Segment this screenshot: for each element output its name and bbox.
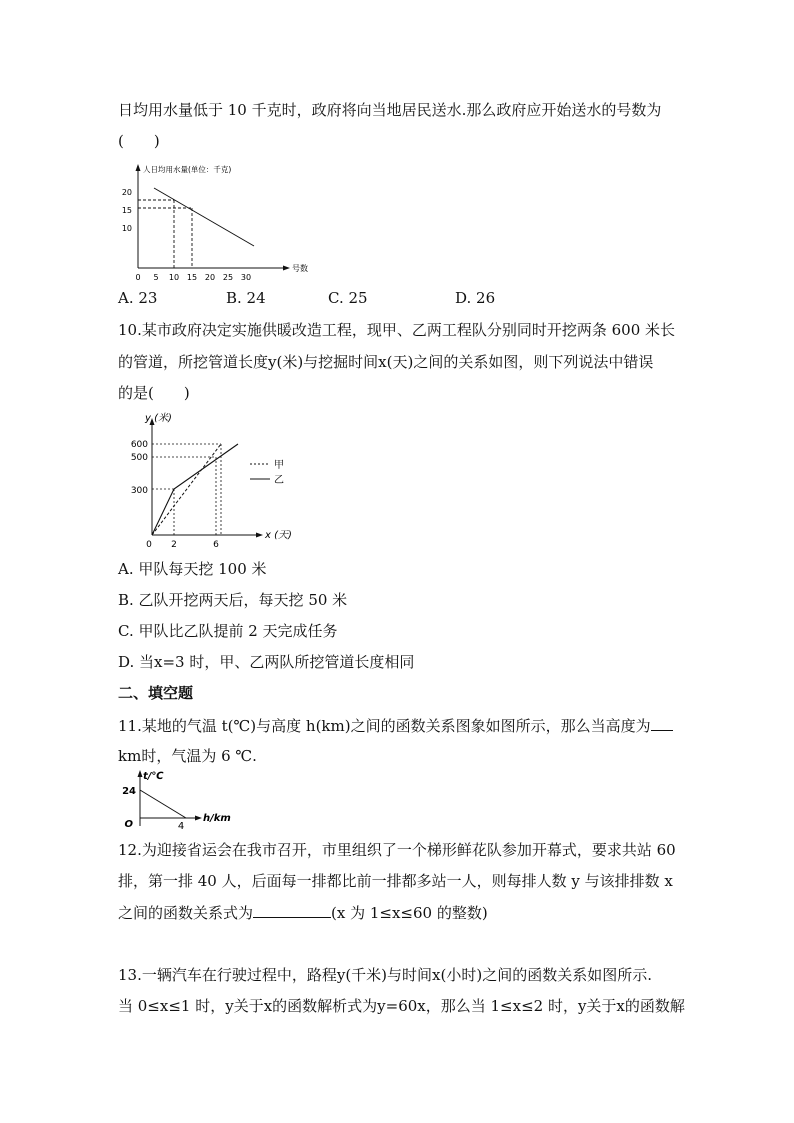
x-tick-label: 10 xyxy=(168,273,180,280)
y-tick-label: 10 xyxy=(121,224,132,233)
q10-line1: 10.某市政府决定实施供暖改造工程，现甲、乙两工程队分别同时开挖两条 600 米长 xyxy=(118,321,676,339)
q10-line2: 的管道，所挖管道长度y(米)与挖掘时间x(天)之间的关系如图，则下列说法中错误 xyxy=(118,353,654,371)
y-tick-label: 600 xyxy=(130,440,148,450)
legend-jia-label: 甲 xyxy=(274,460,284,471)
x-tick-label: 4 xyxy=(177,821,185,830)
team-jia-line xyxy=(152,444,221,535)
q11-line2: km时，气温为 6 ℃. xyxy=(118,747,257,765)
q9-line1: 日均用水量低于 10 千克时，政府将向当地居民送水.那么政府应开始送水的号数为 xyxy=(118,101,662,119)
y-axis-arrow xyxy=(138,770,143,777)
team-yi-line xyxy=(152,444,238,535)
q13-line1: 13.一辆汽车在行驶过程中，路程y(千米)与时间x(小时)之间的函数关系如图所示. xyxy=(118,966,652,984)
y-tick-label: 24 xyxy=(122,786,136,797)
water-usage-chart xyxy=(118,160,318,280)
answer-blank xyxy=(651,715,673,731)
x-tick-label: 2 xyxy=(171,540,177,550)
option-d: D. 26 xyxy=(455,289,496,307)
q11-line1-text: 11.某地的气温 t(℃)与高度 h(km)之间的函数关系图象如图所示，那么当高度为 xyxy=(118,717,651,735)
x-tick-label: 15 xyxy=(186,273,198,280)
temperature-height-chart xyxy=(118,768,248,830)
x-axis-label: x (天) xyxy=(265,530,292,541)
y-axis-label: t/℃ xyxy=(143,771,164,782)
q12-line1: 12.为迎接省运会在我市召开，市里组织了一个梯形鲜花队参加开幕式，要求共站 60 xyxy=(118,841,676,859)
x-axis-arrow xyxy=(195,816,202,821)
y-tick-label: 20 xyxy=(121,188,132,197)
y-tick-label: 500 xyxy=(130,453,148,463)
x-tick-label: 5 xyxy=(153,273,159,280)
pipe-excavation-chart xyxy=(118,407,308,552)
x-tick-label: 25 xyxy=(222,273,234,280)
origin-label: O xyxy=(124,819,133,830)
x-tick-label: 30 xyxy=(240,273,252,280)
x-tick-label: 0 xyxy=(135,273,141,280)
x-axis-arrow xyxy=(256,533,263,538)
temperature-line xyxy=(140,790,186,818)
q12-line3-text: 之间的函数关系式为 xyxy=(118,904,254,922)
x-tick-label: 0 xyxy=(146,540,152,550)
q10-option-a: A. 甲队每天挖 100 米 xyxy=(118,560,267,578)
y-tick-label: 15 xyxy=(121,206,132,215)
y-axis-label: y (米) xyxy=(145,413,172,424)
q12-line3-suffix: (x 为 1≤x≤60 的整数) xyxy=(331,904,488,922)
y-tick-label: 300 xyxy=(130,486,148,496)
q11-line1 xyxy=(118,715,673,736)
y-axis-label: 人日均用水量(单位：千克) xyxy=(143,165,232,174)
q13-line2: 当 0≤x≤1 时，y关于x的函数解析式为y=60x，那么当 1≤x≤2 时，y关于x的函数解 xyxy=(118,997,685,1015)
x-axis-label: h/km xyxy=(203,813,231,824)
q10-option-c: C. 甲队比乙队提前 2 天完成任务 xyxy=(118,622,338,640)
q12-line3 xyxy=(118,902,488,923)
q10-line3: 的是( ) xyxy=(118,384,190,402)
x-axis-label: 号数 xyxy=(292,264,308,273)
option-c: C. 25 xyxy=(328,289,368,307)
x-axis-arrow xyxy=(283,266,290,271)
section-heading: 二、填空题 xyxy=(118,684,194,702)
x-tick-label: 20 xyxy=(204,273,216,280)
q12-line2: 排，第一排 40 人，后面每一排都比前一排都多站一人，则每排人数 y 与该排排数 x xyxy=(118,872,673,890)
q9-line2: ( ) xyxy=(118,132,160,150)
usage-line xyxy=(154,188,254,246)
y-axis-arrow xyxy=(136,164,141,171)
answer-blank xyxy=(253,902,331,918)
q10-option-b: B. 乙队开挖两天后，每天挖 50 米 xyxy=(118,591,348,609)
option-b: B. 24 xyxy=(226,289,266,307)
option-a: A. 23 xyxy=(118,289,158,307)
q10-option-d: D. 当x=3 时，甲、乙两队所挖管道长度相同 xyxy=(118,653,415,671)
x-tick-label: 6 xyxy=(213,540,219,550)
legend-yi-label: 乙 xyxy=(274,475,284,486)
